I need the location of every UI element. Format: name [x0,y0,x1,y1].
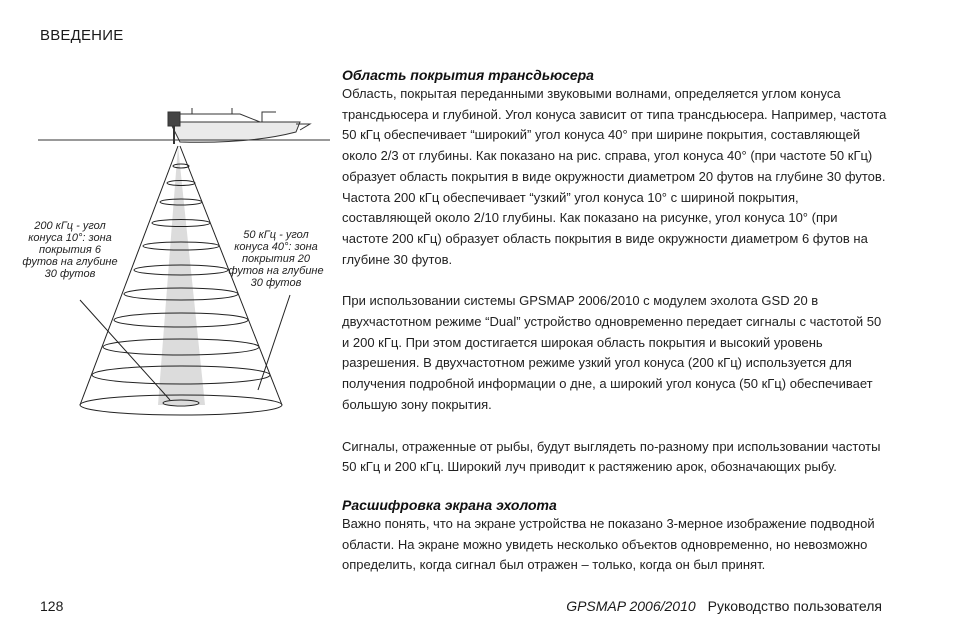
section-title: ВВЕДЕНИЕ [40,27,124,44]
paragraph-dual-mode: При использовании системы GPSMAP 2006/2010 с модулем эхолота GSD 20 в двухчастотном режиме “Dual” устройство одновременно передает сигналы с частотой 50 и 200 кГц. При этом достигается широкая область покрытия и высокий уровень разрешения. В двухчастотном режиме узкий угол конуса (200 кГц) используется для получения подробной информации о дне, а широкий угол конуса (50 кГц) обеспечивает большую зону покрытия. [342,293,882,412]
paragraph-coverage: Область, покрытая переданными звуковыми волнами, определяется углом конуса трансдьюсера и глубиной. Угол конуса зависит от типа трансдьюсера. Например, частота 50 кГц обеспечивает “широкий” угол конуса 40° при ширине покрытия, составляющей около 2/3 от глубины. Как показано на рис. справа, угол конуса 40° (при частоте 50 кГц) образует область покрытия в виде окружности диаметром 20 футов на глубине 30 футов. Частота 200 кГц обеспечивает “узкий” угол конуса 10° с шириной покрытия, составляющей около 2/10 глубины. Как показано на рисунке, угол конуса 10° (при частоте 200 кГц) образует область покрытия в виде окружности диаметром 6 футов на глубине 30 футов. [342,86,887,267]
article-column [342,67,887,576]
heading-coverage: Область покрытия трансдьюсера [342,67,594,83]
caption-200khz: 200 кГц - угол конуса 10°: зона покрытия 6 футов на глубине 30 футов [22,220,118,280]
heading-screen-reading: Расшифровка экрана эхолота [342,496,557,513]
paragraph-screen-reading: Важно понять, что на экране устройства не показано 3-мерное изображение подводной области. На экране можно увидеть несколько объектов одновременно, но невозможно определить, когда сигнал был отражен – только, когда он был принят. [342,515,875,573]
footer-model: GPSMAP 2006/2010 [566,598,696,614]
caption-50khz: 50 кГц - угол конуса 40°: зона покрытия 20 футов на глубине 30 футов [228,229,324,289]
footer-manual: Руководство пользователя [707,598,882,614]
footer-title [566,598,882,614]
page-number: 128 [40,598,64,614]
boat-illustration [168,108,310,144]
paragraph-fish-signals: Сигналы, отраженные от рыбы, будут выглядеть по-разному при использовании частоты 50 кГц и 200 кГц. Широкий луч приводит к растяжению арок, обозначающих рыбу. [342,438,881,475]
